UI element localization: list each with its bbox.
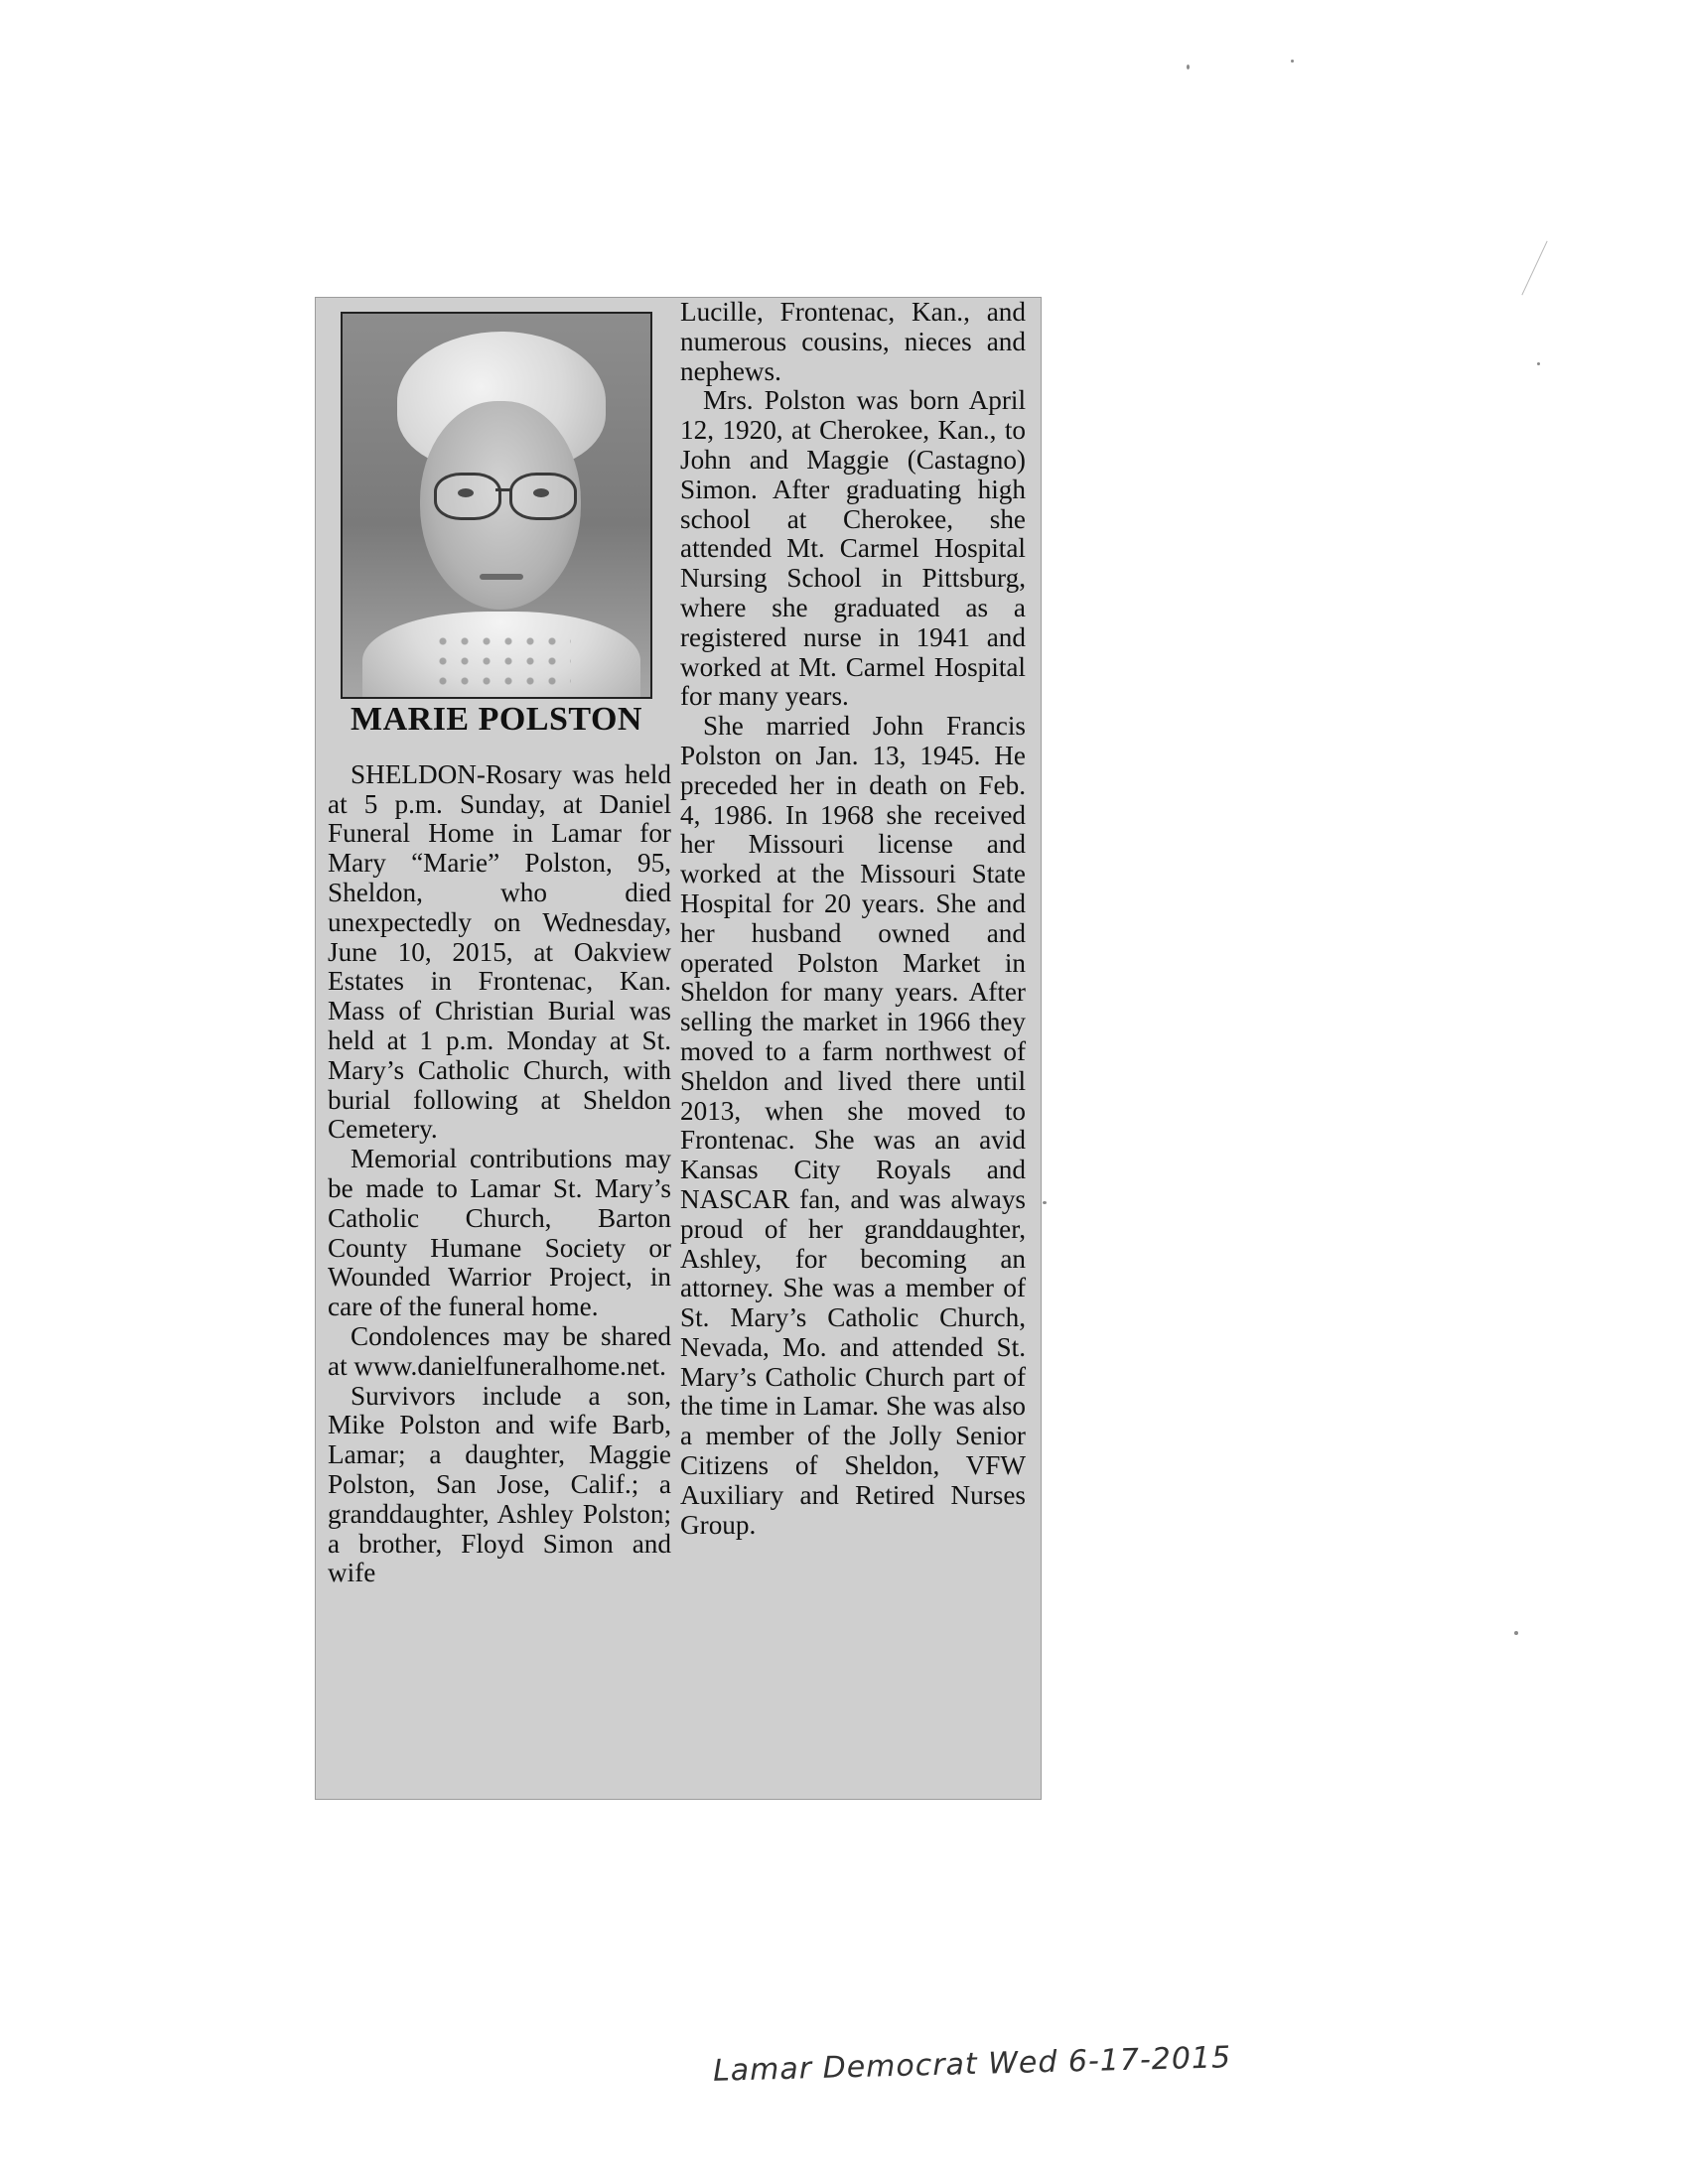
scan-speck bbox=[1291, 60, 1294, 63]
obituary-paragraph: Condolences may be shared at www.danielfuneralhome.net. bbox=[328, 1320, 671, 1381]
scan-speck bbox=[1537, 362, 1540, 365]
obituary-paragraph: She married John Francis Polston on Jan. 13, 1945. He preceded her in death on Feb. 4, 1986. In 1968 she received her Missouri license and worked at the Missouri State Hospital for 20 years. She and her husband owned and operated Polston Market in Sheldon for many years. After selling the market in 1966 they moved to a farm northwest of Sheldon and lived there until 2013, when she moved to Frontenac. She was an avid Kansas City Royals and NASCAR fan, and was always proud of her granddaughter, Ashley, for becoming an attorney. She was a member of St. Mary’s Catholic Church, Nevada, Mo. and attended St. Mary’s Catholic Church part of the time in Lamar. She was also a member of the Jolly Senior Citizens of Sheldon, VFW Auxiliary and Retired Nurses Group. bbox=[680, 711, 1026, 1540]
obituary-name: MARIE POLSTON bbox=[351, 701, 642, 738]
portrait-photo bbox=[341, 312, 652, 699]
obituary-paragraph-continued: Lucille, Frontenac, Kan., and numerous cousins, nieces and nephews. bbox=[680, 297, 1026, 386]
newspaper-clipping bbox=[316, 297, 1232, 2089]
scan-speck bbox=[1043, 1201, 1047, 1204]
obituary-paragraph: Mrs. Polston was born April 12, 1920, at Cherokee, Kan., to John and Maggie (Castagno) Simon. After graduating high school at Cherokee, she attended Mt. Carmel Hospital Nursing School in Pittsburg, where she graduated as a registered nurse in 1941 and worked at Mt. Carmel Hospital for many years. bbox=[680, 385, 1026, 712]
scan-scratch bbox=[1521, 241, 1547, 296]
right-column bbox=[680, 298, 1026, 1540]
obituary-paragraph: SHELDON-Rosary was held at 5 p.m. Sunday, at Daniel Funeral Home in Lamar for Mary “Marie” Polston, 95, Sheldon, who died unexpectedly on Wednesday, June 10, 2015, at Oakview Estates in Frontenac, Kan. Mass of Christian Burial was held at 1 p.m. Monday at St. Mary’s Catholic Church, with burial following at Sheldon Cemetery. bbox=[328, 758, 671, 1145]
scan-speck bbox=[1187, 65, 1190, 69]
left-column bbox=[328, 298, 671, 1588]
scan-speck bbox=[1514, 1631, 1518, 1635]
obituary-paragraph: Memorial contributions may be made to Lamar St. Mary’s Catholic Church, Barton County Humane Society or Wounded Warrior Project, in care of the funeral home. bbox=[328, 1144, 671, 1322]
handwritten-source-note: Lamar Democrat Wed 6-17-2015 bbox=[712, 2040, 1232, 2089]
obituary-paragraph: Survivors include a son, Mike Polston and wife Barb, Lamar; a daughter, Maggie Polston, San Jose, Calif.; a granddaughter, Ashley Polston; a brother, Floyd Simon and wife bbox=[328, 1380, 671, 1588]
